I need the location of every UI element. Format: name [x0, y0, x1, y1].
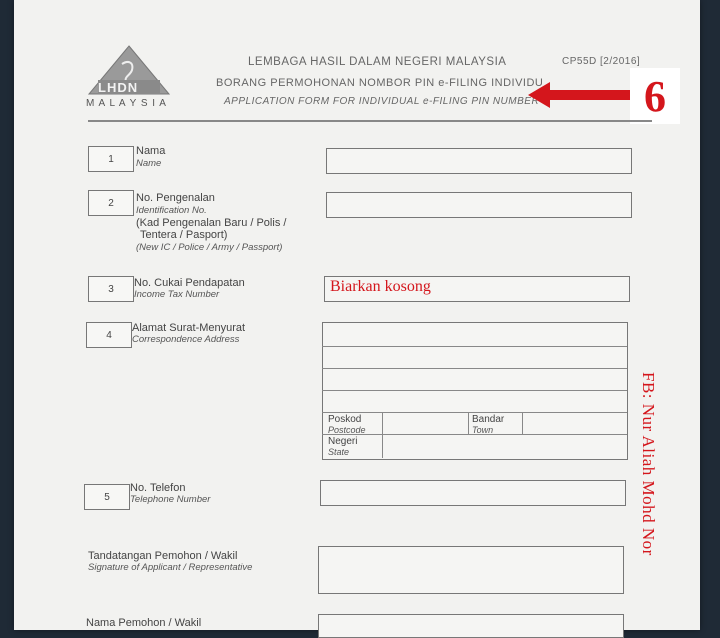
signature-sublabel: Signature of Applicant / Representative — [88, 562, 253, 573]
field-5-number: 5 — [84, 484, 130, 510]
field-3-label: No. Cukai Pendapatan — [134, 277, 245, 289]
field-1-sublabel: Name — [136, 158, 162, 169]
field-2-extra2: Tentera / Pasport) — [140, 229, 228, 241]
field-4-sublabel: Correspondence Address — [132, 334, 240, 345]
form-code: CP55D [2/2016] — [562, 56, 641, 67]
address-line — [322, 346, 627, 347]
identification-input[interactable] — [326, 192, 632, 218]
field-2-label: No. Pengenalan — [136, 192, 215, 204]
field-2-extra3: (New IC / Police / Army / Passport) — [136, 242, 283, 253]
town-label: Bandar Town — [472, 414, 505, 435]
form-title-english: APPLICATION FORM FOR INDIVIDUAL e-FILING PIN NUMBER — [224, 96, 540, 107]
annotation-number-box — [630, 68, 680, 124]
org-name: LEMBAGA HASIL DALAM NEGERI MALAYSIA — [248, 56, 507, 68]
field-2-number: 2 — [88, 190, 134, 216]
form-paper — [14, 0, 700, 630]
header-divider — [88, 120, 652, 122]
address-divider — [468, 412, 469, 434]
field-1-label: Nama — [136, 145, 166, 157]
address-divider — [382, 412, 383, 458]
field-4-number: 4 — [86, 322, 132, 348]
logo-country: M A L A Y S I A — [86, 98, 167, 109]
logo-text: LHDN — [98, 80, 139, 95]
address-line — [322, 368, 627, 369]
field-4-label: Alamat Surat-Menyurat — [132, 322, 246, 334]
name-input[interactable] — [326, 148, 632, 174]
applicant-name-input[interactable] — [318, 614, 624, 638]
applicant-name-label: Nama Pemohon / Wakil — [86, 617, 202, 629]
field-2-extra1: (Kad Pengenalan Baru / Polis / — [136, 217, 287, 229]
address-line — [322, 412, 627, 413]
field-5-sublabel: Telephone Number — [130, 494, 211, 505]
field-1-number: 1 — [88, 146, 134, 172]
signature-box[interactable] — [318, 546, 624, 594]
field-3-sublabel: Income Tax Number — [134, 289, 220, 300]
state-label: Negeri State — [328, 436, 358, 457]
leave-blank-note: Biarkan kosong — [330, 278, 431, 295]
form-title-malay: BORANG PERMOHONAN NOMBOR PIN e-FILING INDIVIDU — [216, 77, 544, 89]
arrow-annotation-icon — [528, 80, 638, 110]
field-2-sublabel: Identification No. — [136, 205, 207, 216]
address-divider — [522, 412, 523, 434]
telephone-input[interactable] — [320, 480, 626, 506]
credit-watermark: FB: Nur Aliah Mohd Nor — [639, 372, 658, 556]
field-5-label: No. Telefon — [130, 482, 186, 494]
postcode-label: Poskod Postcode — [328, 414, 366, 435]
address-line — [322, 390, 627, 391]
address-input[interactable] — [322, 322, 628, 460]
annotation-number: 6 — [644, 71, 666, 121]
signature-label: Tandatangan Pemohon / Wakil — [88, 550, 238, 562]
field-3-number: 3 — [88, 276, 134, 302]
